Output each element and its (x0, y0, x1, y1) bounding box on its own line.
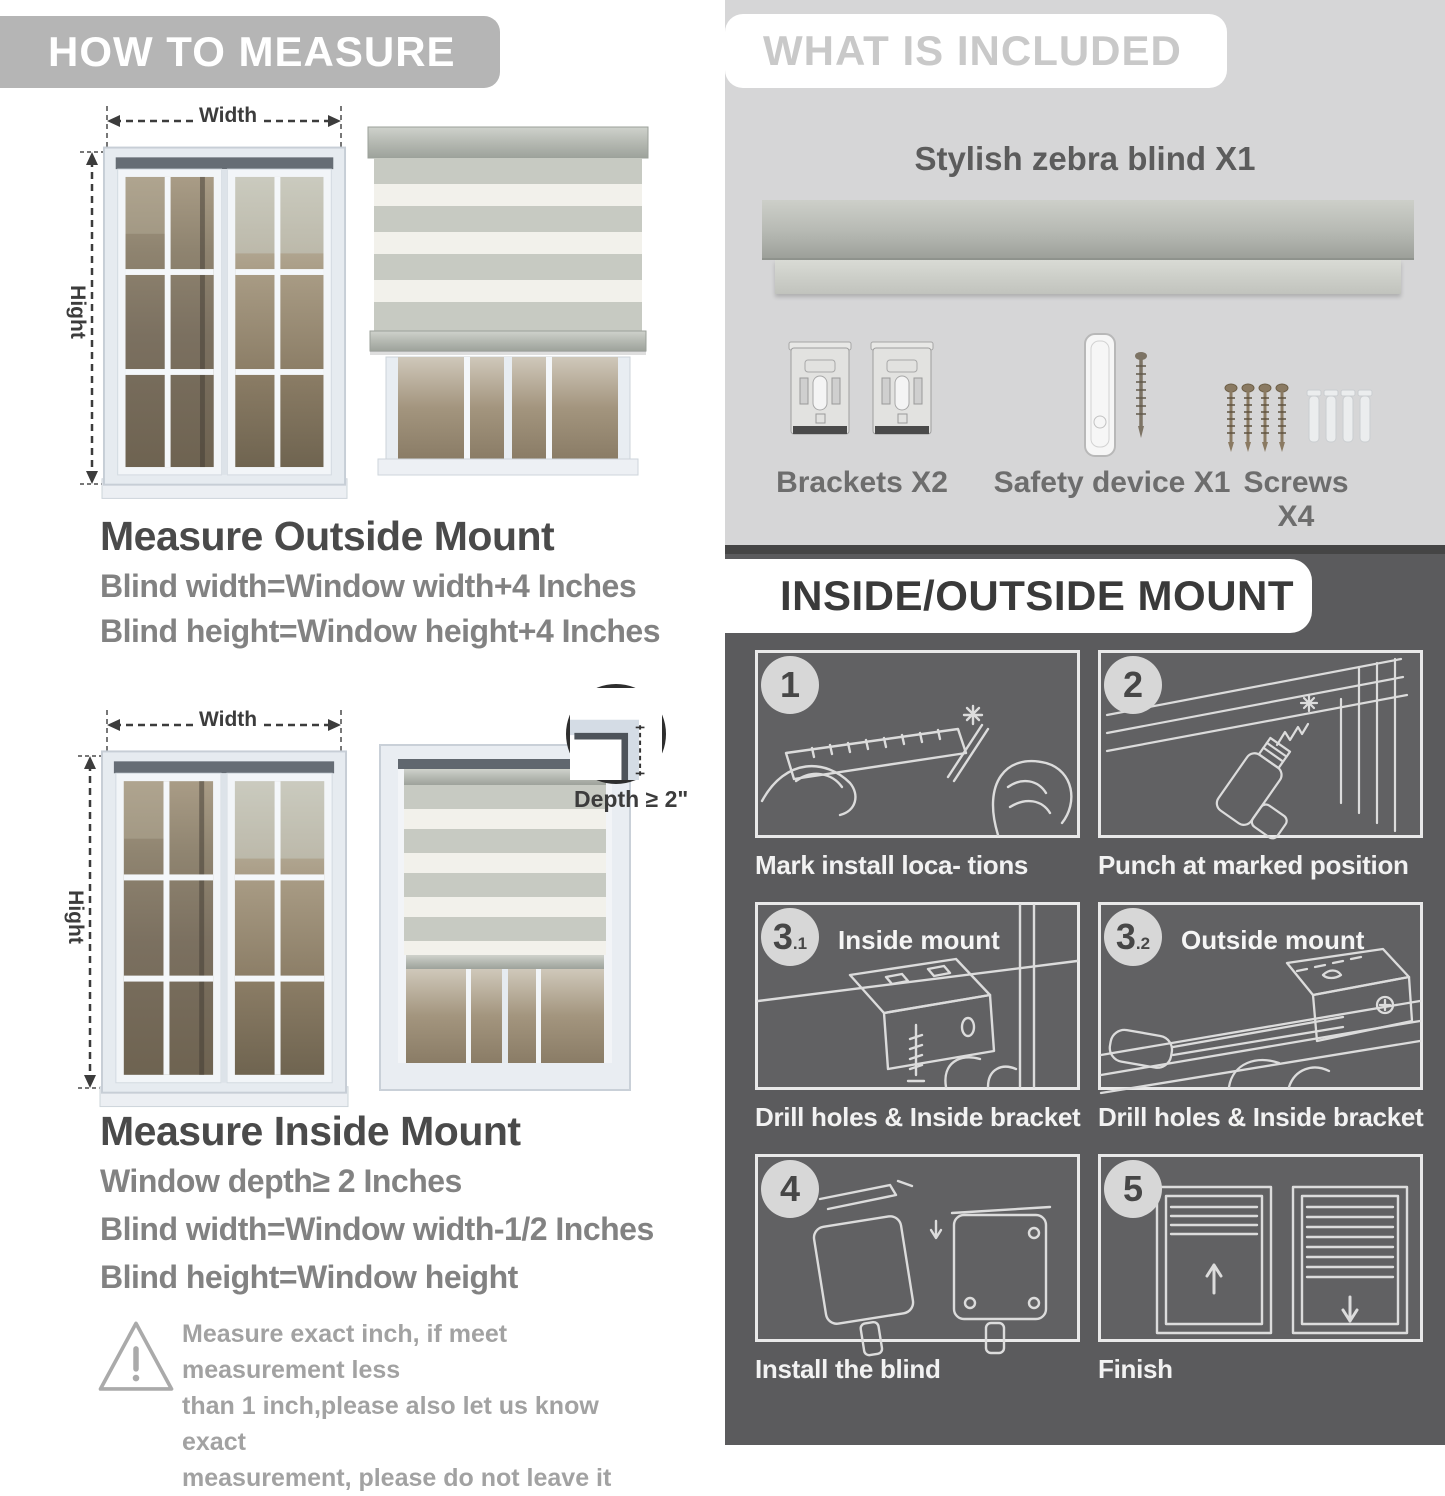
step-number: 3 (772, 916, 793, 957)
step-number: 1 (779, 664, 801, 705)
warning-line3: measurement, please do not leave it (182, 1464, 612, 1492)
step-number-sub: .1 (792, 934, 808, 953)
step-caption-2: Punch at marked position (1098, 850, 1409, 880)
how-to-measure-header: HOW TO MEASURE (0, 16, 500, 88)
inside-mount-line3: Blind height=Window height (100, 1259, 518, 1295)
screws-image (1221, 380, 1371, 466)
step-number-badge (1104, 1160, 1162, 1218)
width-label-inside: Width (193, 708, 263, 732)
step-panel-2 (1098, 650, 1423, 838)
step-caption-1: Mark install loca- tions (755, 850, 1029, 880)
inside-mount-line2: Blind width=Window width-1/2 Inches (100, 1211, 654, 1247)
step-panel-1 (755, 650, 1080, 838)
step-caption-4: Install the blind (755, 1354, 941, 1384)
depth-callout-circle (566, 684, 666, 784)
step-number: 2 (1122, 664, 1144, 705)
inside-outside-mount-header: INSIDE/OUTSIDE MOUNT (725, 559, 1312, 633)
step-caption-3-1: Drill holes & Inside bracket (755, 1102, 1081, 1132)
zebra-blind-item-label: Stylish zebra blind X1 (914, 140, 1256, 177)
step-number-badge (761, 908, 819, 966)
blind-headrail-image (762, 200, 1414, 260)
step-panel-4 (755, 1154, 1080, 1342)
right-column (725, 0, 1445, 1445)
what-is-included-header: WHAT IS INCLUDED (725, 14, 1227, 88)
warning-line2: than 1 inch,please also let us know exact (182, 1392, 599, 1456)
step-number: 4 (779, 1168, 801, 1209)
step-number-badge (761, 656, 819, 714)
zebra-blind-outside-photo (368, 127, 648, 498)
step-caption-5: Finish (1098, 1354, 1173, 1384)
step-number-badge (1104, 656, 1162, 714)
safety-device-label: Safety device X1 (993, 466, 1231, 499)
warning-text (182, 1316, 652, 1496)
step-panel-3-1 (755, 902, 1080, 1090)
step-number-sub: .2 (1135, 934, 1151, 953)
step-panel-5 (1098, 1154, 1423, 1342)
warning-line1: Measure exact inch, if meet measurement less (182, 1320, 508, 1384)
inside-mount-title: Measure Inside Mount (100, 1108, 521, 1154)
step-number-badge (1104, 908, 1162, 966)
step-panel-title: Outside mount (1181, 925, 1365, 955)
height-label-inside: Hight (63, 884, 87, 950)
step-panel-title: Inside mount (838, 925, 1000, 955)
height-label-outside: Hight (65, 279, 89, 345)
step-caption-3-2: Drill holes & Inside bracket (1098, 1102, 1424, 1132)
width-label-outside: Width (193, 104, 263, 128)
inside-mount-line1: Window depth≥ 2 Inches (100, 1163, 462, 1199)
outside-mount-line2: Blind height=Window height+4 Inches (100, 613, 661, 649)
section-divider (725, 545, 1445, 554)
what-is-included-section (725, 0, 1445, 546)
step-number: 3 (1115, 916, 1136, 957)
outside-mount-title: Measure Outside Mount (100, 513, 555, 559)
warning-icon (95, 1312, 177, 1404)
window-corner-detail (570, 688, 662, 780)
step-number-badge (761, 1160, 819, 1218)
blind-valance-image (775, 260, 1401, 294)
outside-mount-line1: Blind width=Window width+4 Inches (100, 568, 637, 604)
inside-outside-mount-section (725, 554, 1445, 1445)
screws-label: Screws X4 (1243, 466, 1349, 533)
brackets-label: Brackets X2 (776, 466, 948, 499)
depth-requirement-label: Depth ≥ 2" (574, 786, 689, 812)
window-photo-inside (100, 742, 348, 1114)
safety-device-image (1057, 332, 1167, 468)
brackets-image (787, 338, 937, 448)
step-panel-3-2 (1098, 902, 1423, 1090)
step-number: 5 (1122, 1168, 1144, 1209)
window-photo-outside (102, 138, 347, 506)
